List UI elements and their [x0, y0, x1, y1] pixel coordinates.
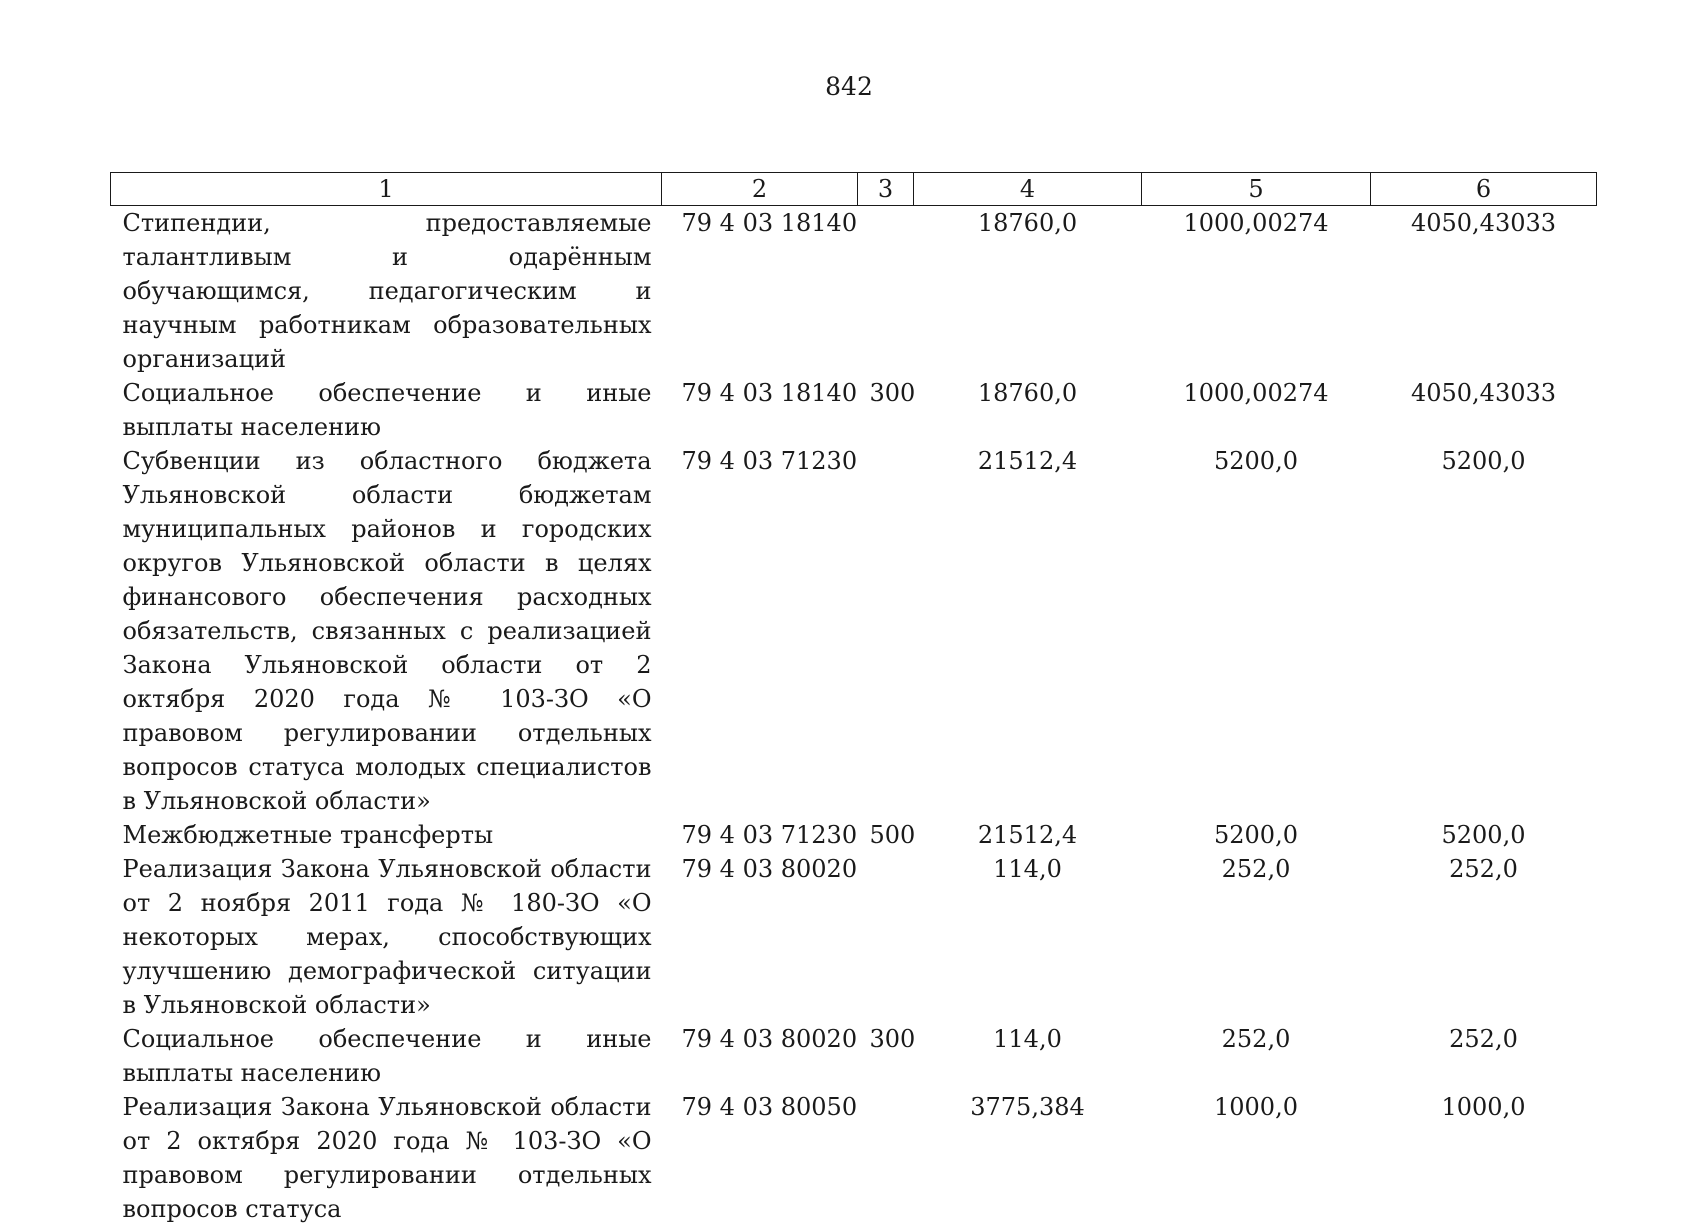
- table-row: [111, 1090, 1597, 1226]
- row-value-col6: 5200,0: [1371, 818, 1597, 852]
- row-value-col6: 252,0: [1371, 852, 1597, 1022]
- column-header-3: 3: [858, 173, 914, 206]
- column-header-6: 6: [1371, 173, 1597, 206]
- table-row: [111, 206, 1597, 377]
- row-name-cell: Социальное обеспечение и иные выплаты населению: [111, 1022, 662, 1090]
- row-value-col4: 114,0: [914, 852, 1142, 1022]
- row-value-col5: 252,0: [1142, 852, 1371, 1022]
- row-type-cell: 300: [858, 1022, 914, 1090]
- budget-table: [110, 172, 1597, 1226]
- row-code-cell: 79 4 03 80020: [662, 1022, 858, 1090]
- table-header-row: [111, 173, 1597, 206]
- row-value-col4: 21512,4: [914, 444, 1142, 818]
- row-value-col6: 5200,0: [1371, 444, 1597, 818]
- row-code-cell: 79 4 03 18140: [662, 206, 858, 377]
- column-header-5: 5: [1142, 173, 1371, 206]
- row-code-cell: 79 4 03 80050: [662, 1090, 858, 1226]
- row-value-col5: 1000,00274: [1142, 206, 1371, 377]
- row-type-cell: [858, 444, 914, 818]
- row-value-col4: 3775,384: [914, 1090, 1142, 1226]
- row-type-cell: [858, 1090, 914, 1226]
- row-type-cell: [858, 206, 914, 377]
- table-row: [111, 852, 1597, 1022]
- row-value-col6: 1000,0: [1371, 1090, 1597, 1226]
- column-header-2: 2: [662, 173, 858, 206]
- row-name-cell: Стипендии, предоставляемые талантливым и одарённым обучающимся, педагогическим и научным работникам образовательных организаций: [111, 206, 662, 377]
- row-type-cell: 300: [858, 376, 914, 444]
- row-name-cell: Межбюджетные трансферты: [111, 818, 662, 852]
- row-name-cell: Субвенции из областного бюджета Ульяновской области бюджетам муниципальных районов и городских округов Ульяновской области в целях финансового обеспечения расходных обязательств, связанных с реализацией Закона Ульяновской области от 2 октября 2020 года № 103-ЗО «О правовом регулировании отдельных вопросов статуса молодых специалистов в Ульяновской области»: [111, 444, 662, 818]
- row-value-col6: 4050,43033: [1371, 376, 1597, 444]
- table-row: [111, 376, 1597, 444]
- row-value-col5: 1000,0: [1142, 1090, 1371, 1226]
- row-value-col5: 5200,0: [1142, 444, 1371, 818]
- page-number: 842: [0, 72, 1698, 101]
- row-value-col5: 1000,00274: [1142, 376, 1371, 444]
- row-value-col4: 114,0: [914, 1022, 1142, 1090]
- row-value-col4: 18760,0: [914, 206, 1142, 377]
- row-name-cell: Реализация Закона Ульяновской области от 2 октября 2020 года № 103-ЗО «О правовом регулировании отдельных вопросов статуса: [111, 1090, 662, 1226]
- row-value-col6: 4050,43033: [1371, 206, 1597, 377]
- row-type-cell: [858, 852, 914, 1022]
- column-header-4: 4: [914, 173, 1142, 206]
- row-name-cell: Социальное обеспечение и иные выплаты населению: [111, 376, 662, 444]
- row-name-cell: Реализация Закона Ульяновской области от 2 ноября 2011 года № 180-ЗО «О некоторых мерах, способствующих улучшению демографической ситуации в Ульяновской области»: [111, 852, 662, 1022]
- row-code-cell: 79 4 03 80020: [662, 852, 858, 1022]
- table-row: [111, 818, 1597, 852]
- table-row: [111, 444, 1597, 818]
- row-value-col6: 252,0: [1371, 1022, 1597, 1090]
- column-header-1: 1: [111, 173, 662, 206]
- row-value-col5: 5200,0: [1142, 818, 1371, 852]
- row-type-cell: 500: [858, 818, 914, 852]
- row-value-col5: 252,0: [1142, 1022, 1371, 1090]
- table-row: [111, 1022, 1597, 1090]
- row-value-col4: 18760,0: [914, 376, 1142, 444]
- row-code-cell: 79 4 03 71230: [662, 818, 858, 852]
- table-header: [111, 173, 1597, 206]
- row-code-cell: 79 4 03 71230: [662, 444, 858, 818]
- row-value-col4: 21512,4: [914, 818, 1142, 852]
- row-code-cell: 79 4 03 18140: [662, 376, 858, 444]
- table-body: [111, 206, 1597, 1226]
